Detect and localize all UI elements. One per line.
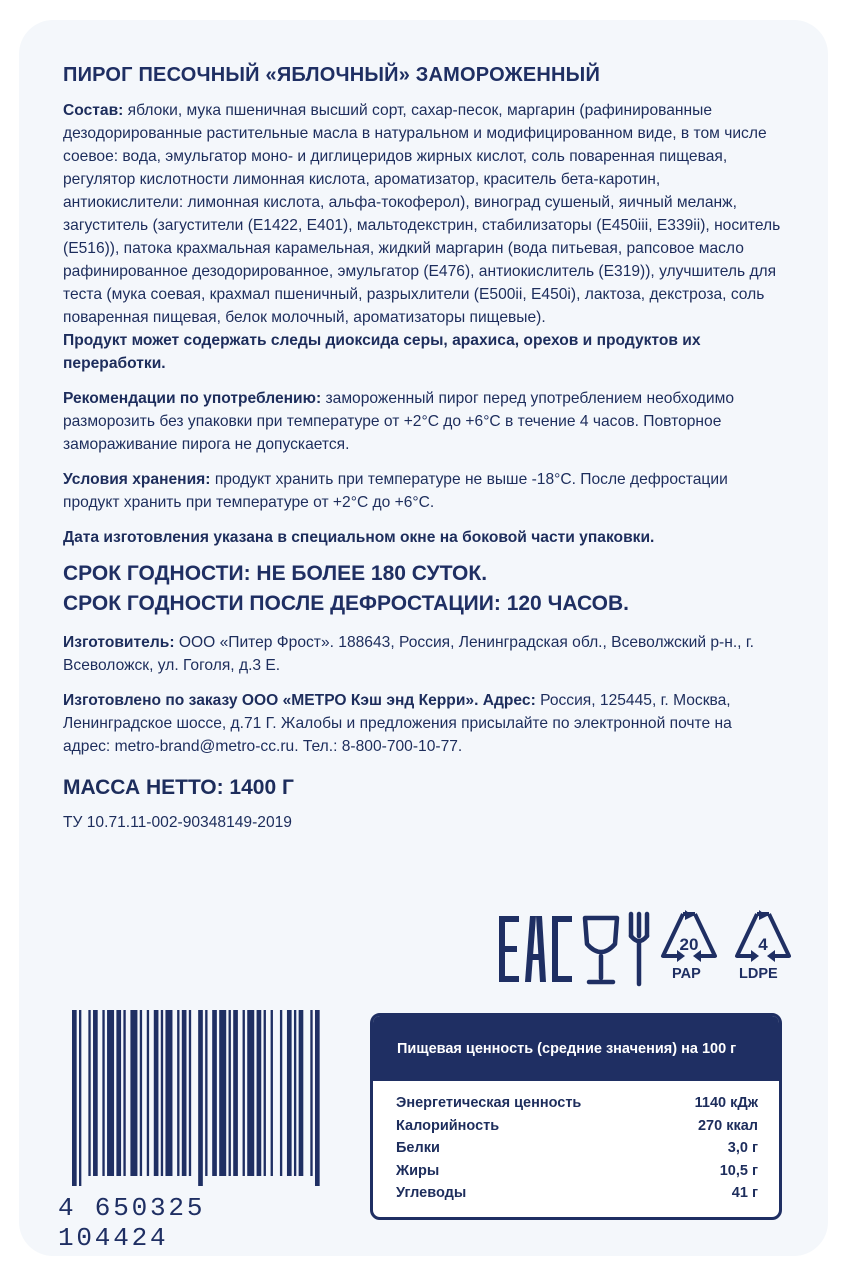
manufacturer-text: ООО «Питер Фрост». 188643, Россия, Ленинградская обл., Всеволжский р-н., г. Всеволожск, ул. Гоголя, д.3 Е.: [63, 634, 754, 674]
storage: [63, 468, 783, 514]
recycle-1-label: PAP: [672, 966, 701, 982]
manufacturer: [63, 631, 783, 677]
glass-fork-icon: [581, 910, 651, 988]
barcode-bar: [243, 1010, 245, 1176]
usage: [63, 387, 783, 456]
recycle-icon: [731, 910, 795, 966]
storage-label: Условия хранения:: [63, 471, 211, 488]
barcode-bar: [287, 1010, 292, 1176]
barcode-bar: [102, 1010, 104, 1176]
barcode-bar: [294, 1010, 296, 1176]
barcode-bar: [198, 1010, 203, 1186]
certification-marks: [497, 908, 797, 992]
manufacturer-label: Изготовитель:: [63, 634, 175, 651]
barcode-bar: [247, 1010, 254, 1176]
nutrient-value: 1140 кДж: [694, 1095, 758, 1111]
ordered-by-label: Изготовлено по заказу ООО «МЕТРО Кэш энд Керри». Адрес:: [63, 692, 536, 709]
allergens-text: Продукт может содержать следы диоксида серы, арахиса, орехов и продуктов их переработки.: [63, 332, 701, 372]
barcode-bar: [147, 1010, 149, 1176]
barcode-bar: [310, 1010, 312, 1176]
barcode-bar: [130, 1010, 137, 1176]
nutrition-row: [396, 1137, 758, 1160]
date-note: [63, 526, 783, 549]
barcode-bar: [123, 1010, 125, 1176]
nutrient-value: 10,5 г: [719, 1162, 758, 1179]
nutrient-value: 41 г: [731, 1185, 758, 1201]
barcode-bar: [72, 1010, 77, 1186]
tu-code: ТУ 10.71.11-002-90348149-2019: [63, 814, 292, 831]
nutrition-row: [396, 1182, 758, 1205]
barcode-bar: [93, 1010, 98, 1176]
storage-text: продукт хранить при температуре не выше -18°С. После дефростации продукт хранить при температуре от +2°С до +6°С.: [63, 471, 728, 511]
recycle-icon: [657, 910, 721, 966]
eac-mark: [497, 910, 577, 990]
usage-text: замороженный пирог перед употреблением необходимо разморозить без упаковки при температуре от +2°С до +6°С в течение 4 часов. Повторное замораживание пирога не допускается.: [63, 390, 734, 453]
nutrition-row: [396, 1160, 758, 1183]
shelf-life-defrost: СРОК ГОДНОСТИ ПОСЛЕ ДЕФРОСТАЦИИ: 120 ЧАСОВ.: [63, 592, 629, 615]
barcode-bar: [271, 1010, 273, 1176]
net-weight: МАССА НЕТТО: 1400 Г: [63, 776, 294, 799]
barcode-bar: [315, 1010, 320, 1186]
barcode-bar: [165, 1010, 172, 1176]
nutrition-table: [370, 1013, 782, 1220]
nutrient-value: 3,0 г: [727, 1140, 758, 1156]
barcode-bar: [257, 1010, 262, 1176]
nutrient-name: Жиры: [396, 1162, 440, 1179]
nutrition-header: Пищевая ценность (средние значения) на 100 г: [373, 1016, 779, 1081]
barcode-bar: [116, 1010, 121, 1176]
product-title: ПИРОГ ПЕСОЧНЫЙ «ЯБЛОЧНЫЙ» ЗАМОРОЖЕННЫЙ: [63, 64, 601, 86]
shelf-life: СРОК ГОДНОСТИ: НЕ БОЛЕЕ 180 СУТОК.: [63, 562, 488, 585]
barcode: [58, 1010, 326, 1253]
barcode-bar: [212, 1010, 217, 1176]
allergens-note: [63, 329, 783, 375]
barcode-bar: [233, 1010, 238, 1176]
barcode-bar: [219, 1010, 226, 1176]
barcode-digits: 4 650325 104424: [58, 1193, 206, 1253]
barcode-bar: [154, 1010, 159, 1176]
ordered-by-text: Россия, 125445, г. Москва, Ленинградское шоссе, д.71 Г. Жалобы и предложения присылайте по электронной почте на адрес: metro-brand@metro-cc.ru. Тел.: 8-800-700-10-77.: [63, 692, 732, 755]
label-text: [63, 64, 783, 832]
nutrient-name: Калорийность: [396, 1117, 500, 1134]
barcode-bar: [264, 1010, 266, 1176]
nutrient-name: Энергетическая ценность: [396, 1095, 582, 1111]
composition-text: яблоки, мука пшеничная высший сорт, сахар-песок, маргарин (рафинированные дезодорированные растительные масла в натуральном и модифицированном виде, в том числе соевое: вода, эмульгатор моно- и диглицеридов жирных кислот, соль поваренная пищевая, регулятор кислотности лимонная кислота, ароматизатор, краситель бета-каротин, антиокислители: лимонная кислота, альфа-токоферол), виноград сушеный, яичный меланж, загуститель (загустители (Е1422, Е401), мальтодекстрин, стабилизаторы (Е450iii, Е339ii), носитель (Е516)), патока крахмальная карамельная, жидкий маргарин (вода питьевая, рапсовое масло рафинированное дезодорированное, эмульгатор (Е476), антиокислитель (Е319)), улучшитель для теста (мука соевая, крахмал пшеничный, разрыхлители (Е500ii, Е450i), лактоза, декстроза, соль поваренная пищевая, белок молочный, ароматизаторы пищевые).: [63, 102, 781, 326]
usage-label: Рекомендации по употреблению:: [63, 390, 322, 407]
barcode-bar: [107, 1010, 114, 1176]
barcode-bar: [189, 1010, 191, 1176]
barcode-bar: [140, 1010, 142, 1176]
nutrient-name: Белки: [396, 1140, 440, 1156]
nutrient-name: Углеводы: [396, 1185, 467, 1201]
barcode-bar: [88, 1010, 90, 1176]
barcode-bar: [177, 1010, 179, 1176]
barcode-bars: [72, 1010, 322, 1186]
nutrition-row: [396, 1115, 758, 1138]
nutrition-row: [396, 1092, 758, 1115]
barcode-bar: [229, 1010, 231, 1176]
recycle-2-label: LDPE: [739, 966, 778, 982]
barcode-bar: [79, 1010, 81, 1186]
recycle-2-number: 4: [758, 935, 768, 954]
nutrient-value: 270 ккал: [697, 1117, 758, 1134]
date-note-text: Дата изготовления указана в специальном окне на боковой части упаковки.: [63, 529, 655, 546]
ordered-by: [63, 689, 783, 758]
composition: [63, 99, 783, 329]
recycle-1-number: 20: [679, 935, 699, 954]
barcode-bar: [161, 1010, 163, 1176]
barcode-bar: [299, 1010, 304, 1176]
nutrition-rows: [373, 1081, 779, 1205]
barcode-bar: [280, 1010, 282, 1176]
composition-label: Состав:: [63, 102, 124, 119]
barcode-bar: [182, 1010, 187, 1176]
barcode-bar: [205, 1010, 207, 1176]
